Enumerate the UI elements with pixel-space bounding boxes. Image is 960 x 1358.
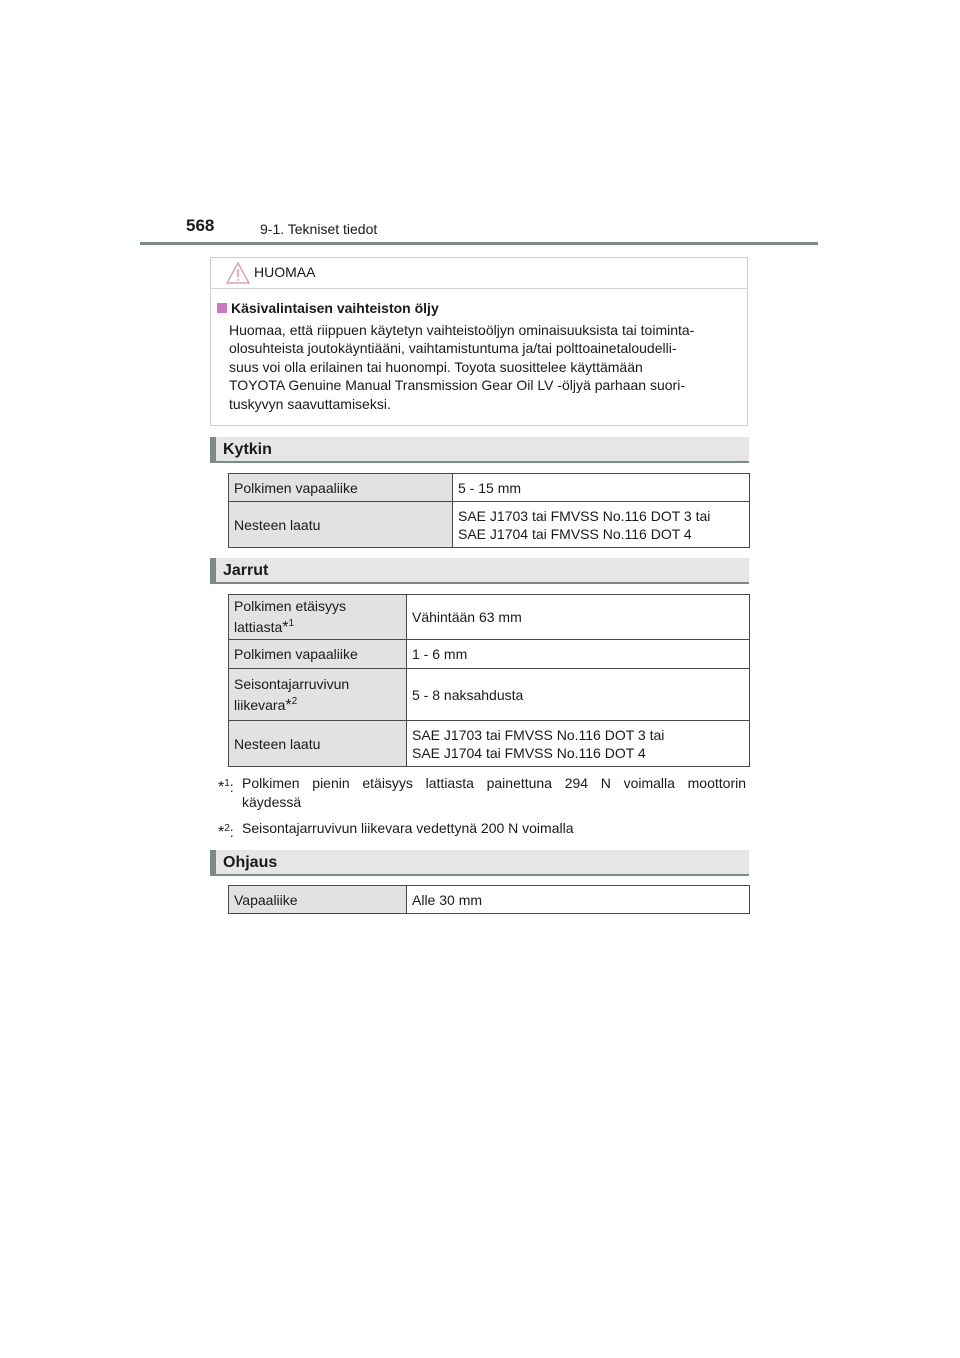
section-heading-ohjaus [210,850,749,876]
spec-label: Nesteen laatu [229,502,453,548]
spec-label: Polkimen vapaaliike [229,640,407,669]
section-title: Ohjaus [223,854,278,871]
table-row [229,721,750,767]
caution-subtitle-text: Käsivalintaisen vaihteiston öljy [231,300,439,316]
warning-triangle-icon [225,261,251,285]
section-title: Jarrut [223,562,269,579]
section-accent [210,850,216,874]
section-accent [210,558,216,582]
ohjaus-table [228,885,750,914]
jarrut-table [228,594,750,767]
table-row [229,669,750,721]
table-row [229,595,750,640]
value-line: SAE J1703 tai FMVSS No.116 DOT 3 tai [412,726,665,743]
caution-title: HUOMAA [254,264,316,280]
spec-value: 5 - 8 naksahdusta [407,669,750,721]
footnote-mark: *$^1$: [218,778,234,796]
table-row [229,502,750,548]
spec-label: Polkimen vapaaliike [229,474,453,502]
caution-line: Huomaa, että riippuen käytetyn vaihteistoöljyn ominaisuuksista tai toiminta- [229,322,695,338]
label-line: Polkimen etäisyys [234,598,347,614]
section-heading-jarrut [210,558,749,584]
section-header: 9-1. Tekniset tiedot [260,221,378,237]
caution-line: TOYOTA Genuine Manual Transmission Gear Oil LV -öljyä parhaan suori- [229,377,685,394]
table-row [229,474,750,502]
square-bullet-icon [217,303,227,313]
kytkin-table [228,473,750,548]
label-line: lattiasta [234,619,283,635]
spec-label [229,595,407,640]
spec-label [229,669,407,721]
spec-label: Nesteen laatu [229,721,407,767]
footnote-line: Polkimen pienin etäisyys lattiasta painettuna 294 N voimalla moottorin [242,775,746,791]
footnote-ref: 1 [288,618,295,629]
footnote-mark: *$^2$: [218,823,234,841]
caution-box [210,257,748,426]
spec-value [407,721,750,767]
spec-value [453,474,750,502]
table-row [229,886,750,914]
caution-header [211,258,747,289]
section-heading-kytkin [210,437,749,463]
footnote-star: * [285,696,292,714]
label-line: Seisontajarruvivun [234,675,350,692]
footnote-line: käydessä [242,794,302,810]
section-accent [210,437,216,461]
label-line: liikevara [234,696,286,713]
value-line: SAE J1704 tai FMVSS No.116 DOT 4 [458,525,692,542]
table-row [229,640,750,669]
footnote-star: * [282,619,289,636]
footnote-line: Seisontajarruvivun liikevara vedettynä 200 N voimalla [242,820,574,836]
spec-value: 1 - 6 mm [407,640,750,669]
header-rule [140,242,818,245]
value-line: 5 - 15 mm [458,479,522,496]
caution-line: suus voi olla erilainen tai huonompi. Toyota suosittelee käyttämään [229,358,643,375]
section-title: Kytkin [223,441,272,458]
spec-value: Alle 30 mm [407,886,750,914]
spec-label: Vapaaliike [229,886,407,914]
page-number: 568 [186,216,215,235]
spec-value: Vähintään 63 mm [407,595,750,640]
caution-line: olosuhteista joutokäyntiääni, vaihtamistuntuma ja/tai polttoainetaloudelli- [229,340,677,357]
footnote-ref: 2 [291,695,298,707]
caution-line: tuskyvyn saavuttamiseksi. [229,395,391,412]
value-line: SAE J1704 tai FMVSS No.116 DOT 4 [412,744,646,761]
spec-value [453,502,750,548]
caution-subtitle [217,300,439,316]
value-line: SAE J1703 tai FMVSS No.116 DOT 3 tai [458,507,711,524]
caution-text [229,321,739,413]
